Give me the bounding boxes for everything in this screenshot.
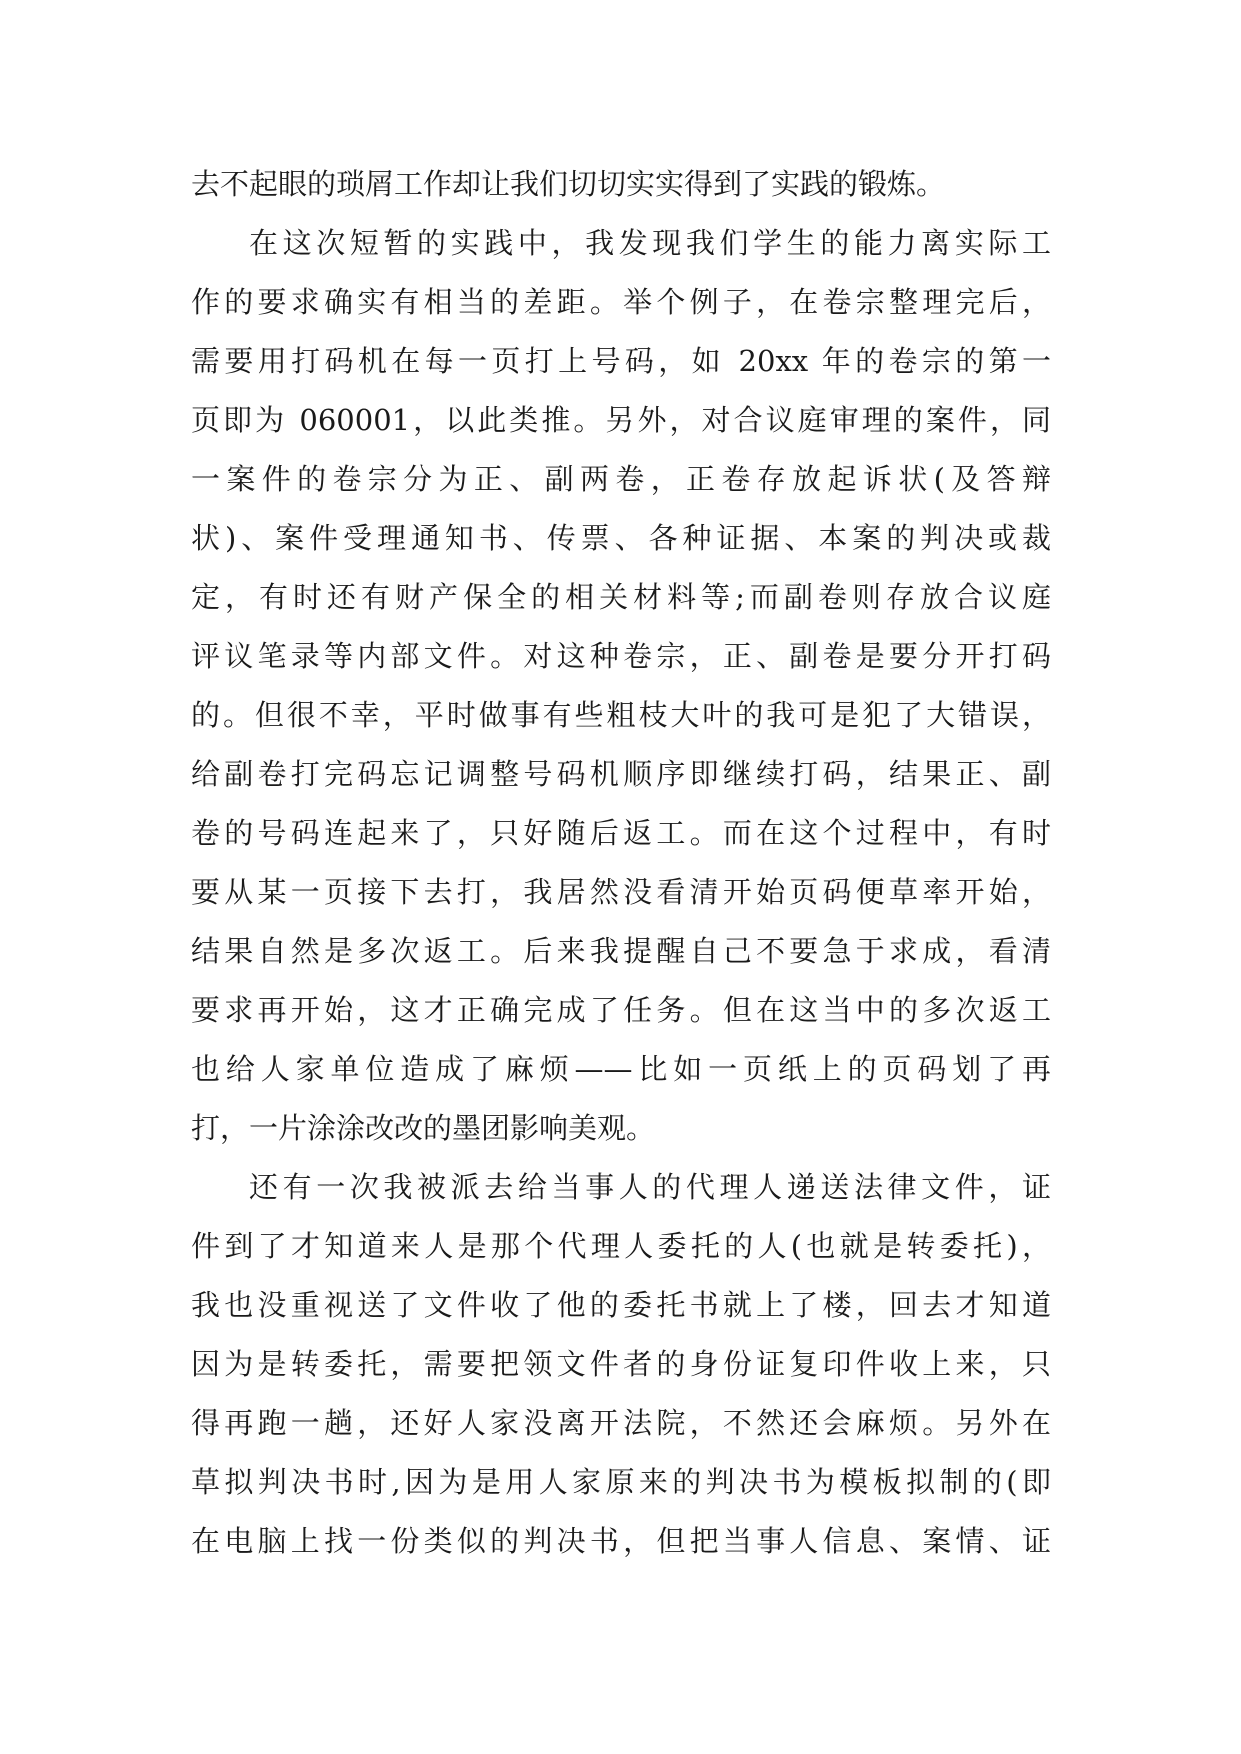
text-line: 卷的号码连起来了，只好随后返工。而在这个过程中，有时 — [191, 816, 1051, 850]
paragraph-last-line: 打，一片涂涂改改的墨团影响美观。 — [191, 1111, 656, 1145]
text-line: 的。但很不幸，平时做事有些粗枝大叶的我可是犯了大错误， — [191, 698, 1051, 732]
text-line: 作的要求确实有相当的差距。举个例子，在卷宗整理完后， — [191, 285, 1051, 319]
text-line: 得再跑一趟，还好人家没离开法院，不然还会麻烦。另外在 — [191, 1406, 1051, 1440]
text-line: 在电脑上找一份类似的判决书，但把当事人信息、案情、证 — [191, 1524, 1051, 1558]
text-line: 页即为 060001，以此类推。另外，对合议庭审理的案件，同 — [191, 403, 1051, 437]
text-line: 给副卷打完码忘记调整号码机顺序即继续打码，结果正、副 — [191, 757, 1051, 791]
text-line: 结果自然是多次返工。后来我提醒自己不要急于求成，看清 — [191, 934, 1051, 968]
text-line: 草拟判决书时,因为是用人家原来的判决书为模板拟制的(即 — [191, 1465, 1051, 1499]
paragraph-first-line: 在这次短暂的实践中，我发现我们学生的能力离实际工 — [249, 226, 1051, 260]
text-line: 状)、案件受理通知书、传票、各种证据、本案的判决或裁 — [191, 521, 1051, 555]
text-line: 要求再开始，这才正确完成了任务。但在这当中的多次返工 — [191, 993, 1051, 1027]
text-line: 需要用打码机在每一页打上号码，如 20xx 年的卷宗的第一 — [191, 344, 1051, 378]
text-line: 也给人家单位造成了麻烦——比如一页纸上的页码划了再 — [191, 1052, 1051, 1086]
document-body — [191, 155, 1051, 1571]
text-line: 件到了才知道来人是那个代理人委托的人(也就是转委托)， — [191, 1229, 1051, 1263]
text-line: 要从某一页接下去打，我居然没看清开始页码便草率开始， — [191, 875, 1051, 909]
paragraph-first-line: 还有一次我被派去给当事人的代理人递送法律文件，证 — [249, 1170, 1051, 1204]
text-line: 去不起眼的琐屑工作却让我们切切实实得到了实践的锻炼。 — [191, 167, 946, 201]
text-line: 评议笔录等内部文件。对这种卷宗，正、副卷是要分开打码 — [191, 639, 1051, 673]
text-line: 我也没重视送了文件收了他的委托书就上了楼，回去才知道 — [191, 1288, 1051, 1322]
text-line: 一案件的卷宗分为正、副两卷，正卷存放起诉状(及答辩 — [191, 462, 1051, 496]
text-line: 因为是转委托，需要把领文件者的身份证复印件收上来，只 — [191, 1347, 1051, 1381]
text-line: 定，有时还有财产保全的相关材料等;而副卷则存放合议庭 — [191, 580, 1051, 614]
